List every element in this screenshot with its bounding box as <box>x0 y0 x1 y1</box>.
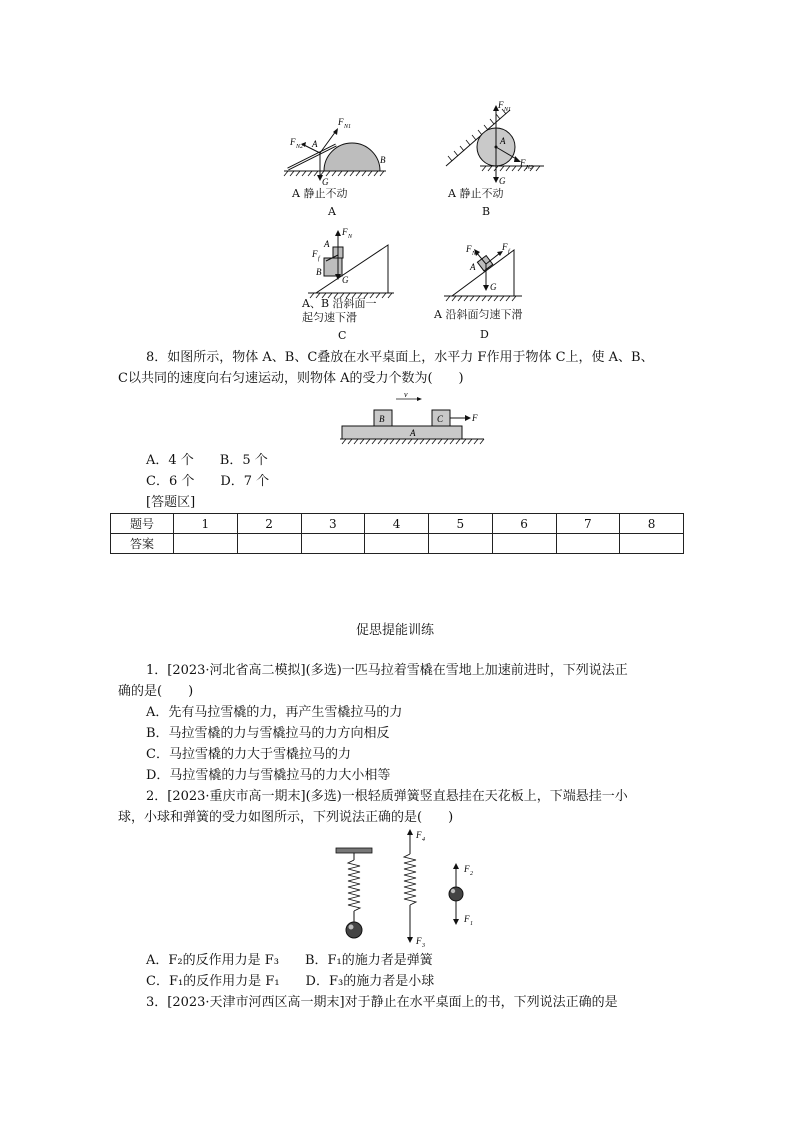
svg-text:F: F <box>312 249 318 259</box>
figure-a-caption: A 静止不动 <box>292 187 348 200</box>
figure-c-diagram <box>298 225 408 300</box>
answer-table <box>110 513 684 554</box>
p2-options-row2: C．F₁的反作用力是 F₁ D．F₃的施力者是小球 <box>146 974 435 989</box>
svg-text:N2: N2 <box>296 144 304 150</box>
answer-area-label: [答题区] <box>146 495 196 510</box>
p1-option-b: B．马拉雪橇的力与雪橇拉马的力方向相反 <box>146 726 390 741</box>
figure-b-caption: A 静止不动 <box>448 187 504 200</box>
svg-text:F: F <box>416 830 422 840</box>
answer-cell[interactable] <box>365 534 429 554</box>
svg-text:G: G <box>499 176 506 185</box>
figure-a <box>280 105 390 220</box>
q8-diagram <box>338 390 488 448</box>
figure-c-caption-line2: 起匀速下滑 <box>302 311 357 324</box>
figure-d <box>430 230 540 345</box>
svg-text:B: B <box>316 267 322 277</box>
svg-text:A: A <box>470 262 476 272</box>
svg-text:A: A <box>410 428 416 438</box>
figure-c-caption-line1: A、B 沿斜面一 <box>302 297 377 310</box>
figure-b-diagram <box>440 100 550 185</box>
q8-figure <box>338 390 488 448</box>
answer-table-answer-row <box>111 534 684 554</box>
svg-text:F: F <box>502 242 508 252</box>
svg-text:4: 4 <box>422 837 425 843</box>
answer-table-number: 3 <box>301 514 365 534</box>
answer-table-number: 6 <box>492 514 556 534</box>
figure-b <box>440 100 550 220</box>
answer-table-number-row <box>111 514 684 534</box>
answer-cell[interactable] <box>620 534 684 554</box>
answer-table-header-answer: 答案 <box>111 534 174 554</box>
answer-cell[interactable] <box>492 534 556 554</box>
svg-text:C: C <box>437 414 444 424</box>
answer-table-number: 8 <box>620 514 684 534</box>
p1-option-a: A．先有马拉雪橇的力，再产生雪橇拉马的力 <box>146 705 403 720</box>
p3-stem-line1: 3．[2023·天津市河西区高一期末]对于静止在水平桌面上的书，下列说法正确的是 <box>146 995 618 1010</box>
section-title: 促思提能训练 <box>356 623 435 638</box>
p1-stem-line2: 确的是( ) <box>118 684 194 699</box>
figure-d-letter: D <box>480 328 489 341</box>
svg-text:F: F <box>464 864 470 874</box>
answer-table-number: 4 <box>365 514 429 534</box>
svg-text:F: F <box>464 914 470 924</box>
q8-stem-line1: 8．如图所示，物体 A、B、C叠放在水平桌面上，水平力 F作用于物体 C上，使 A、B、 <box>146 350 654 365</box>
p1-option-d: D．马拉雪橇的力与雪橇拉马的力大小相等 <box>146 768 391 783</box>
answer-table-number: 2 <box>237 514 301 534</box>
figure-b-letter: B <box>482 205 491 218</box>
figure-c <box>298 225 408 347</box>
svg-text:B: B <box>380 155 386 165</box>
svg-text:N2: N2 <box>526 165 534 171</box>
svg-text:v: v <box>404 390 408 399</box>
q8-stem-line2: C以共同的速度向右匀速运动，则物体 A的受力个数为( ) <box>118 371 464 386</box>
p2-options-row1: A．F₂的反作用力是 F₃ B．F₁的施力者是弹簧 <box>146 953 433 968</box>
p2-stem-line2: 球，小球和弹簧的受力如图所示，下列说法正确的是( ) <box>118 810 454 825</box>
svg-text:N1: N1 <box>504 107 512 113</box>
svg-text:F: F <box>290 137 296 147</box>
q8-options-row1: A．4 个 B．5 个 <box>146 453 268 468</box>
svg-text:3: 3 <box>422 943 425 949</box>
svg-text:F: F <box>338 117 344 127</box>
svg-text:F: F <box>520 158 526 168</box>
answer-cell[interactable] <box>301 534 365 554</box>
p1-stem-line1: 1．[2023·河北省高二模拟](多选)一匹马拉着雪橇在雪地上加速前进时，下列说法正 <box>146 663 628 678</box>
svg-text:F: F <box>466 244 472 254</box>
svg-text:G: G <box>342 275 349 285</box>
p1-option-c: C．马拉雪橇的力大于雪橇拉马的力 <box>146 747 351 762</box>
p2-diagram <box>330 826 490 950</box>
svg-text:A: A <box>500 136 506 146</box>
figure-c-letter: C <box>338 329 347 342</box>
answer-table-number: 7 <box>556 514 620 534</box>
svg-text:F: F <box>472 413 478 423</box>
svg-text:F: F <box>498 100 504 110</box>
svg-text:B: B <box>379 414 385 424</box>
figure-d-diagram <box>430 230 540 302</box>
answer-cell[interactable] <box>429 534 493 554</box>
figure-a-letter: A <box>328 205 336 218</box>
svg-text:F: F <box>342 227 348 237</box>
p2-stem-line1: 2．[2023·重庆市高一期末](多选)一根轻质弹簧竖直悬挂在天花板上，下端悬挂一小 <box>146 789 628 804</box>
figure-d-caption: A 沿斜面匀速下滑 <box>434 308 523 321</box>
answer-table-header-number: 题号 <box>111 514 174 534</box>
svg-text:N: N <box>472 251 477 257</box>
svg-text:2: 2 <box>470 871 473 877</box>
figure-a-diagram <box>280 105 390 185</box>
q8-options-row2: C．6 个 D．7 个 <box>146 474 270 489</box>
answer-cell[interactable] <box>174 534 238 554</box>
svg-text:f: f <box>508 249 510 255</box>
answer-cell[interactable] <box>237 534 301 554</box>
p2-figure <box>330 826 490 950</box>
svg-text:1: 1 <box>470 921 473 927</box>
answer-table-number: 1 <box>174 514 238 534</box>
svg-text:G: G <box>490 282 497 292</box>
svg-text:N: N <box>348 234 353 240</box>
svg-text:F: F <box>416 936 422 946</box>
svg-text:N1: N1 <box>344 124 352 130</box>
svg-text:G: G <box>322 177 329 185</box>
svg-text:A: A <box>312 139 318 149</box>
svg-text:A: A <box>324 239 330 249</box>
svg-text:f: f <box>318 256 320 262</box>
answer-table-number: 5 <box>429 514 493 534</box>
answer-cell[interactable] <box>556 534 620 554</box>
